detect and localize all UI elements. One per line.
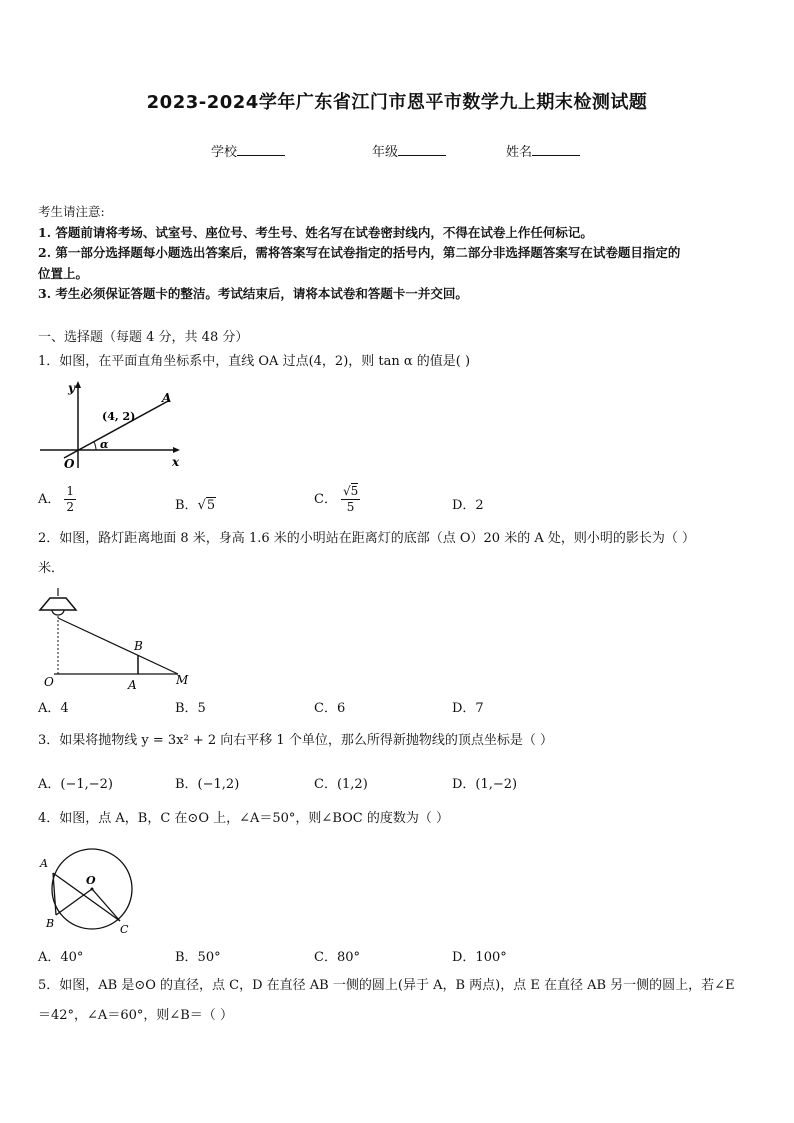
q4-option-d[interactable]: D．100° [452, 950, 507, 965]
point-a-label: A [162, 391, 172, 405]
question-1-figure [38, 378, 188, 473]
q2-option-d[interactable]: D．7 [452, 701, 484, 716]
q3-option-d[interactable]: D．(1,−2) [452, 777, 518, 792]
school-field [211, 141, 285, 160]
point-o-label: O [44, 675, 54, 689]
q1-option-d[interactable]: D．2 [452, 498, 484, 513]
q3-option-b[interactable]: B．(−1,2) [175, 777, 240, 792]
notice-block [38, 202, 760, 305]
q2-option-b[interactable]: B．5 [175, 701, 206, 716]
question-5-text: 5．如图，AB 是⊙O 的直径，点 C，D 在直径 AB 一侧的圆上(异于 A，B 两点)，点 E 在直径 AB 另一侧的圆上，若∠E [38, 978, 735, 993]
point-c-label: C [120, 923, 129, 936]
fraction [341, 484, 360, 515]
q4-option-a[interactable]: A．40° [38, 950, 84, 965]
question-3-text: 3．如果将抛物线 y = 3x² + 2 向右平移 1 个单位，那么所得新抛物线的顶点坐标是（ ） [38, 733, 553, 748]
grade-blank [398, 143, 446, 156]
point-o-label: O [86, 874, 96, 887]
question-2-text: 2．如图，路灯距离地面 8 米，身高 1.6 米的小明站在距离灯的底部（点 O）20 米的 A 处，则小明的影长为（ ） [38, 531, 695, 546]
option-letter: B． [175, 498, 198, 513]
grade-label: 年级 [372, 145, 399, 160]
lamp-icon [40, 598, 76, 610]
school-blank [237, 143, 285, 156]
q1-option-b[interactable] [175, 494, 216, 513]
notice-item: 2. 第一部分选择题每小题选出答案后，需将答案写在试卷指定的括号内，第二部分非选择题答案写在试卷题目指定的 [38, 245, 681, 260]
notice-item: 1. 答题前请将考场、试室号、座位号、考生号、姓名写在试卷密封线内，不得在试卷上作任何标记。 [38, 224, 593, 240]
y-label: y [68, 381, 75, 395]
question-5-text-cont: ＝42°，∠A＝60°，则∠B＝（ ） [38, 1008, 233, 1023]
question-1-text: 1．如图，在平面直角坐标系中，直线 OA 过点(4，2)，则 tan α 的值是( ) [38, 354, 471, 369]
name-field [506, 141, 580, 160]
q1-option-c[interactable] [314, 484, 360, 515]
q1-option-a[interactable] [38, 484, 76, 515]
exam-title: 2023-2024学年广东省江门市恩平市数学九上期末检测试题 [146, 92, 648, 113]
name-blank [532, 143, 580, 156]
y-arrow-icon [75, 381, 81, 388]
q3-option-c[interactable]: C．(1,2) [314, 777, 368, 792]
grade-field [372, 141, 446, 160]
q4-option-c[interactable]: C．80° [314, 950, 360, 965]
radius-ob [56, 889, 92, 915]
q2-option-c[interactable]: C．6 [314, 701, 346, 716]
denominator: 2 [66, 500, 75, 514]
option-letter: A． [38, 492, 61, 507]
q2-option-a[interactable]: A．4 [38, 701, 69, 716]
angle-arc [94, 442, 96, 450]
origin-label: O [64, 457, 75, 471]
question-4-text: 4．如图，点 A，B，C 在⊙O 上，∠A＝50°，则∠BOC 的度数为（ ） [38, 811, 449, 826]
x-arrow-icon [173, 447, 180, 453]
section-title: 一、选择题（每题 4 分，共 48 分） [38, 330, 249, 345]
radius-oc [92, 889, 120, 921]
name-label: 姓名 [506, 145, 533, 160]
fraction [64, 484, 76, 515]
point-b-label: B [46, 917, 55, 930]
numerator: √5 [342, 484, 359, 498]
question-2-text-cont: 米． [38, 561, 65, 576]
notice-item: 3. 考生必须保证答题卡的整洁。考试结束后，请将本试卷和答题卡一并交回。 [38, 286, 468, 301]
point-b-label: B [134, 639, 143, 653]
school-label: 学校 [211, 145, 238, 160]
alpha-label: α [100, 438, 109, 451]
center-dot [91, 888, 94, 891]
light-ray [58, 618, 178, 674]
point-a-label: A [40, 857, 48, 870]
denominator: 5 [346, 500, 355, 514]
notice-heading: 考生请注意: [38, 204, 105, 219]
chord-ab [53, 873, 56, 915]
point-a-label: A [128, 678, 137, 692]
question-2-figure [36, 586, 196, 692]
point-m-label: M [176, 673, 189, 687]
q4-option-b[interactable]: B．50° [175, 950, 221, 965]
q3-option-a[interactable]: A．(−1,−2) [38, 777, 113, 792]
notice-item: 位置上。 [38, 265, 89, 281]
option-letter: C． [314, 492, 337, 507]
radicand: 5 [350, 484, 359, 498]
point-coord-label: (4, 2) [102, 410, 136, 423]
numerator: 1 [66, 484, 75, 498]
radicand: 5 [206, 498, 216, 513]
question-4-figure [36, 845, 140, 937]
sqrt-expression: √5 [197, 498, 216, 513]
x-label: x [172, 455, 180, 469]
